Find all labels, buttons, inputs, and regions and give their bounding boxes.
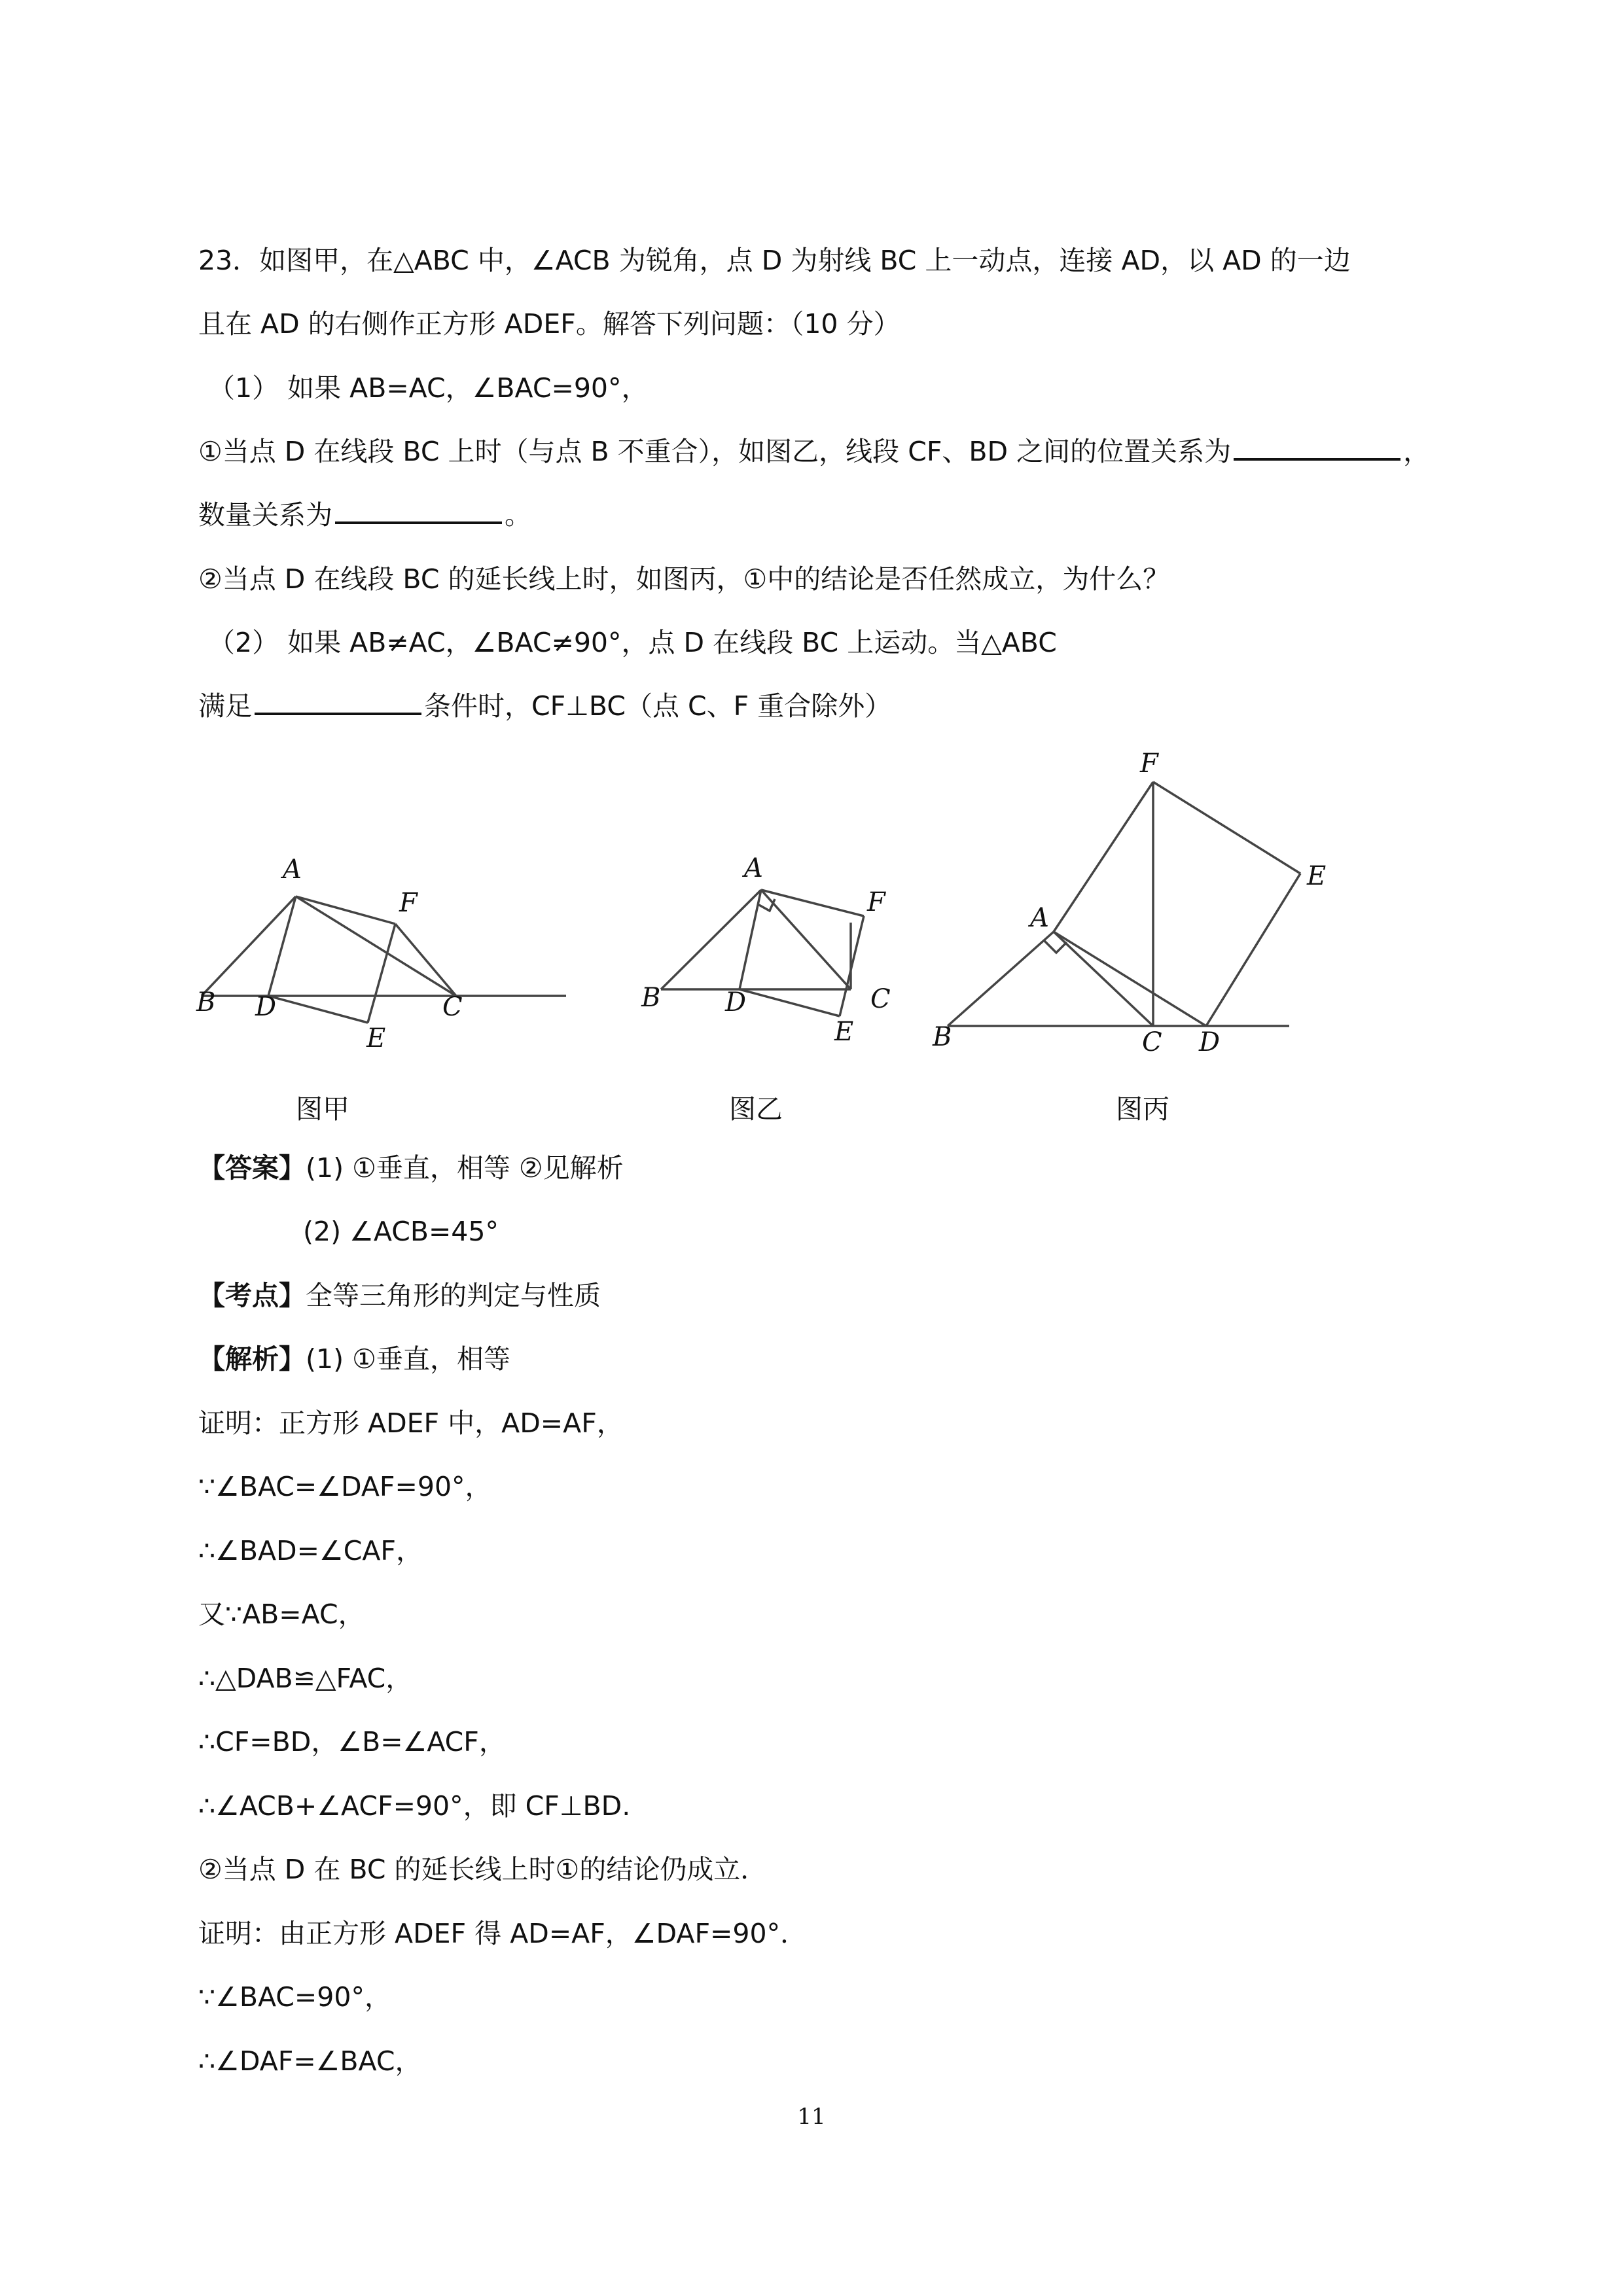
page-number: 11 — [797, 2104, 826, 2130]
jiexi-line — [198, 1343, 510, 1375]
figure-yi-lines — [661, 890, 864, 1016]
fig2-line-ac — [761, 890, 851, 989]
fig3-label-f: F — [1140, 749, 1158, 779]
fig2-line-ad — [740, 890, 761, 989]
answer-line-2: (2) ∠ACB=45° — [303, 1216, 499, 1247]
fig3-label-b: B — [933, 1022, 952, 1052]
fig3-line-ba — [948, 932, 1054, 1026]
fig2-label-c: C — [870, 984, 891, 1014]
fig1-label-c: C — [442, 992, 463, 1022]
fig1-line-ba — [202, 896, 296, 996]
fig1-label-e: E — [366, 1023, 386, 1053]
proof-line: ②当点 D 在 BC 的延长线上时①的结论仍成立． — [198, 1854, 768, 1885]
fig1-line-ad — [268, 896, 296, 996]
part2-question-cont — [198, 690, 891, 722]
fig3-line-ac — [1054, 932, 1153, 1026]
fig3-caption: 图丙 — [1116, 1093, 1169, 1125]
fig2-caption: 图乙 — [729, 1093, 783, 1125]
fig3-line-ad — [1054, 932, 1206, 1026]
fig3-line-ef — [1153, 782, 1300, 874]
fig1-line-fc — [395, 924, 456, 996]
proof-line: ∴CF=BD，∠B=∠ACF， — [198, 1726, 506, 1757]
proof-line: ∴∠ACB+∠ACF=90°，即 CF⊥BD. — [198, 1790, 631, 1822]
fig3-right-angle-mark — [1044, 941, 1067, 953]
answer-blank-1 — [1234, 436, 1400, 461]
fig1-line-de — [268, 996, 368, 1023]
part1-q1-period: 。 — [505, 499, 531, 531]
question-line-1: 23．如图甲，在△ABC 中，∠ACB 为锐角，点 D 为射线 BC 上一动点，连接 AD，以 AD 的一边 — [198, 245, 1351, 276]
fig2-right-angle-mark — [758, 899, 775, 911]
fig3-label-d: D — [1199, 1027, 1221, 1057]
fig1-label-d: D — [255, 992, 277, 1022]
proof-line: 证明：正方形 ADEF 中，AD=AF， — [198, 1407, 624, 1439]
fig1-line-fa — [296, 896, 395, 924]
answer-line-1 — [198, 1152, 624, 1184]
proof-line: 又∵AB=AC， — [198, 1598, 365, 1630]
figure-bing-lines — [948, 782, 1300, 1026]
fig2-line-ba — [661, 890, 761, 989]
part2-question: （2） 如果 AB≠AC，∠BAC≠90°，点 D 在线段 BC 上运动。当△ABC — [208, 627, 1057, 658]
part2-prefix: 满足 — [198, 690, 252, 722]
question-line-2: 且在 AD 的右侧作正方形 ADEF。解答下列问题：（10 分） — [198, 308, 901, 340]
fig3-line-fa — [1054, 782, 1153, 932]
part1-question-2: ②当点 D 在线段 BC 的延长线上时，如图丙，①中的结论是否任然成立，为什么？ — [198, 563, 1170, 595]
part1-question-1 — [198, 435, 1430, 468]
fig2-label-f: F — [867, 887, 885, 917]
kaodian-text: 全等三角形的判定与性质 — [306, 1280, 601, 1311]
fig2-label-e: E — [834, 1017, 854, 1047]
proof-line: ∴∠BAD=∠CAF， — [198, 1535, 423, 1566]
proof-line: ∵∠BAC=∠DAF=90°， — [198, 1471, 492, 1502]
kaodian-tag: 【考点】 — [198, 1280, 306, 1311]
fig3-label-e: E — [1307, 861, 1327, 891]
jiexi-tag: 【解析】 — [198, 1343, 306, 1375]
fig2-line-de — [740, 989, 840, 1016]
fig2-line-fa — [761, 890, 864, 916]
proof-line: ∴△DAB≌△FAC， — [198, 1663, 413, 1694]
answer-tag: 【答案】 — [198, 1152, 306, 1184]
fig1-label-a: A — [283, 855, 302, 885]
fig2-label-b: B — [641, 983, 661, 1013]
fig3-label-a: A — [1030, 903, 1049, 933]
fig1-caption: 图甲 — [296, 1093, 349, 1125]
fig3-label-c: C — [1142, 1027, 1162, 1057]
fig1-label-f: F — [399, 888, 418, 918]
figure-jia-lines — [202, 896, 566, 1023]
part2-suffix: 条件时，CF⊥BC（点 C、F 重合除外） — [424, 690, 892, 722]
fig3-line-de — [1206, 874, 1300, 1026]
fig2-line-ef — [840, 916, 864, 1016]
jiexi-text: (1) ①垂直，相等 — [306, 1343, 510, 1375]
fig1-label-b: B — [196, 987, 216, 1017]
kaodian-line — [198, 1279, 601, 1312]
fig2-label-d: D — [725, 987, 747, 1017]
part1-q1-text: ①当点 D 在线段 BC 上时（与点 B 不重合），如图乙，线段 CF、BD 之间的位置关系为 — [198, 436, 1232, 467]
part1-question-1-cont — [198, 499, 531, 531]
answer-blank-2 — [335, 499, 502, 524]
fig1-line-ac — [296, 896, 456, 996]
part1-q1-quantity-text: 数量关系为 — [198, 499, 332, 531]
fig2-label-a: A — [744, 853, 763, 883]
fig1-line-ef — [368, 924, 395, 1023]
proof-line: 证明：由正方形 ADEF 得 AD=AF，∠DAF=90°． — [198, 1918, 808, 1949]
proof-line: ∴∠DAF=∠BAC， — [198, 2045, 422, 2077]
part1-intro: （1） 如果 AB=AC，∠BAC=90°， — [208, 372, 649, 404]
proof-line: ∵∠BAC=90°， — [198, 1981, 391, 2013]
part1-q1-comma: ， — [1403, 436, 1431, 467]
answer-text-1: (1) ①垂直，相等 ②见解析 — [306, 1152, 624, 1184]
answer-blank-3 — [255, 690, 421, 715]
